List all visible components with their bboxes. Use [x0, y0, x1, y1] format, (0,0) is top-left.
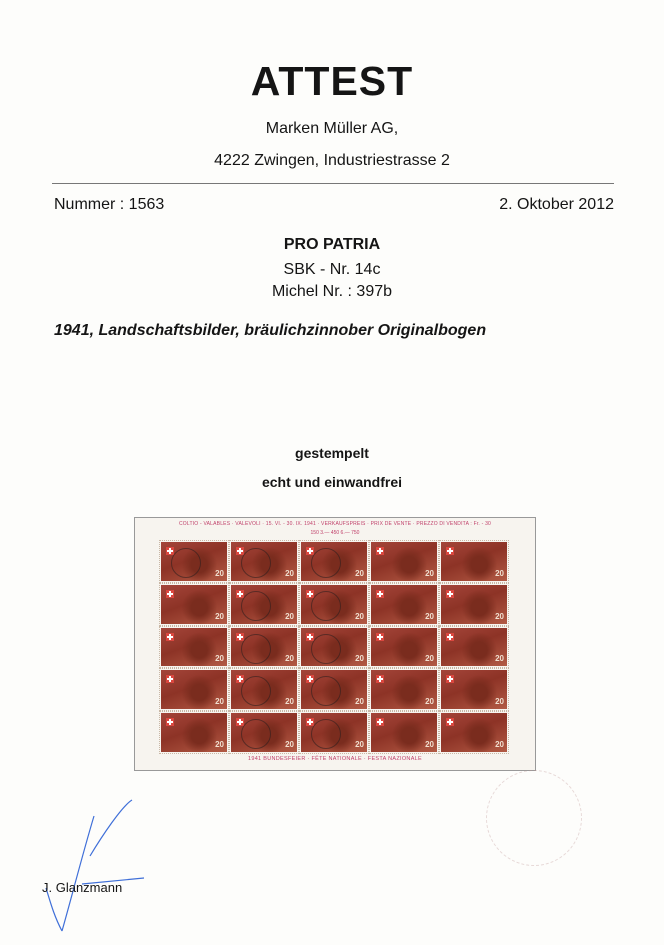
stamp [161, 585, 227, 624]
stamp-value: 20 [215, 697, 224, 707]
stamp [161, 670, 227, 709]
stamp [231, 585, 297, 624]
stamp-value: 20 [285, 697, 294, 707]
sheet-right-margin [519, 558, 527, 738]
stamp [441, 628, 507, 667]
postmark-cancel [311, 634, 341, 664]
stamp [231, 713, 297, 752]
stamp-value: 20 [355, 611, 364, 621]
stamp [301, 670, 367, 709]
embossed-seal [486, 770, 582, 866]
stamp [301, 628, 367, 667]
stamp-value: 20 [285, 568, 294, 578]
swiss-cross-icon [446, 718, 454, 726]
stamp-value: 20 [495, 611, 504, 621]
postmark-cancel [311, 591, 341, 621]
stamp [371, 670, 437, 709]
swiss-cross-icon [166, 718, 174, 726]
stamp [371, 542, 437, 581]
stamp-value: 20 [355, 568, 364, 578]
stamp-value: 20 [425, 654, 434, 664]
postmark-cancel [311, 719, 341, 749]
stamp [371, 713, 437, 752]
stamp [441, 670, 507, 709]
stamp-value: 20 [425, 697, 434, 707]
postmark-cancel [311, 548, 341, 578]
stamp [301, 713, 367, 752]
sheet-top-margin-text: COLTIO - VALABLES · VALEVOLI · 15. VI. - 30. IX. 1941 · VERKAUFSPREIS · PRIX DE VENTE · PREZZO DI VENDITA : Fr. - 30 [178, 521, 492, 527]
swiss-cross-icon [376, 675, 384, 683]
swiss-cross-icon [166, 633, 174, 641]
condition-cancelled: gestempelt [295, 445, 369, 461]
stamp [231, 628, 297, 667]
stamp-value: 20 [425, 739, 434, 749]
stamp [231, 542, 297, 581]
stamp [371, 585, 437, 624]
stamp [371, 628, 437, 667]
stamp-value: 20 [285, 611, 294, 621]
stamp [161, 713, 227, 752]
stamp-value: 20 [355, 697, 364, 707]
stamp-value: 20 [425, 568, 434, 578]
signer-name: J. Glanzmann [42, 880, 123, 895]
stamp [161, 542, 227, 581]
stamp-value: 20 [425, 611, 434, 621]
stamp-value: 20 [285, 654, 294, 664]
condition-genuine: echt und einwandfrei [261, 474, 402, 490]
sbk-number: SBK - Nr. 14c [283, 261, 381, 278]
swiss-cross-icon [446, 675, 454, 683]
swiss-cross-icon [166, 590, 174, 598]
stamp-grid [161, 542, 507, 752]
stamp-value: 20 [355, 739, 364, 749]
stamp-sheet-image [134, 517, 536, 771]
postmark-cancel [171, 548, 201, 578]
swiss-cross-icon [446, 547, 454, 555]
stamp-value: 20 [495, 697, 504, 707]
sheet-bottom-margin-text: 1941 BUNDESFEIER · FÊTE NATIONALE · FESTA NAZIONALE [247, 756, 423, 762]
divider-line [52, 183, 614, 184]
issue-heading: PRO PATRIA [283, 236, 381, 253]
stamp [441, 713, 507, 752]
stamp-value: 20 [215, 568, 224, 578]
postmark-cancel [241, 676, 271, 706]
postmark-cancel [311, 676, 341, 706]
stamp-value: 20 [355, 654, 364, 664]
postmark-cancel [241, 719, 271, 749]
stamp [161, 628, 227, 667]
stamp [441, 542, 507, 581]
document-title: ATTEST [250, 58, 414, 104]
postmark-cancel [241, 634, 271, 664]
company-name: Marken Müller AG, [265, 120, 399, 137]
sheet-top-margin-values: 150 3.— 450 6.— 750 [310, 530, 360, 536]
stamp-value: 20 [495, 739, 504, 749]
certificate-number: Nummer : 1563 [54, 196, 165, 213]
certificate-date: 2. Oktober 2012 [499, 196, 614, 213]
stamp-value: 20 [215, 654, 224, 664]
stamp [301, 542, 367, 581]
stamp-value: 20 [495, 654, 504, 664]
stamp-value: 20 [215, 739, 224, 749]
swiss-cross-icon [376, 718, 384, 726]
stamp-description: 1941, Landschaftsbilder, bräulichzinnober Originalbogen [54, 322, 487, 339]
stamp [441, 585, 507, 624]
stamp-value: 20 [215, 611, 224, 621]
signature-mark [32, 796, 152, 936]
swiss-cross-icon [376, 547, 384, 555]
swiss-cross-icon [376, 633, 384, 641]
postmark-cancel [241, 548, 271, 578]
postmark-cancel [241, 591, 271, 621]
sheet-left-margin [143, 558, 151, 738]
swiss-cross-icon [446, 590, 454, 598]
stamp [231, 670, 297, 709]
swiss-cross-icon [376, 590, 384, 598]
stamp [301, 585, 367, 624]
swiss-cross-icon [446, 633, 454, 641]
company-address: 4222 Zwingen, Industriestrasse 2 [214, 152, 450, 169]
stamp-value: 20 [495, 568, 504, 578]
michel-number: Michel Nr. : 397b [271, 283, 393, 300]
stamp-value: 20 [285, 739, 294, 749]
swiss-cross-icon [166, 675, 174, 683]
